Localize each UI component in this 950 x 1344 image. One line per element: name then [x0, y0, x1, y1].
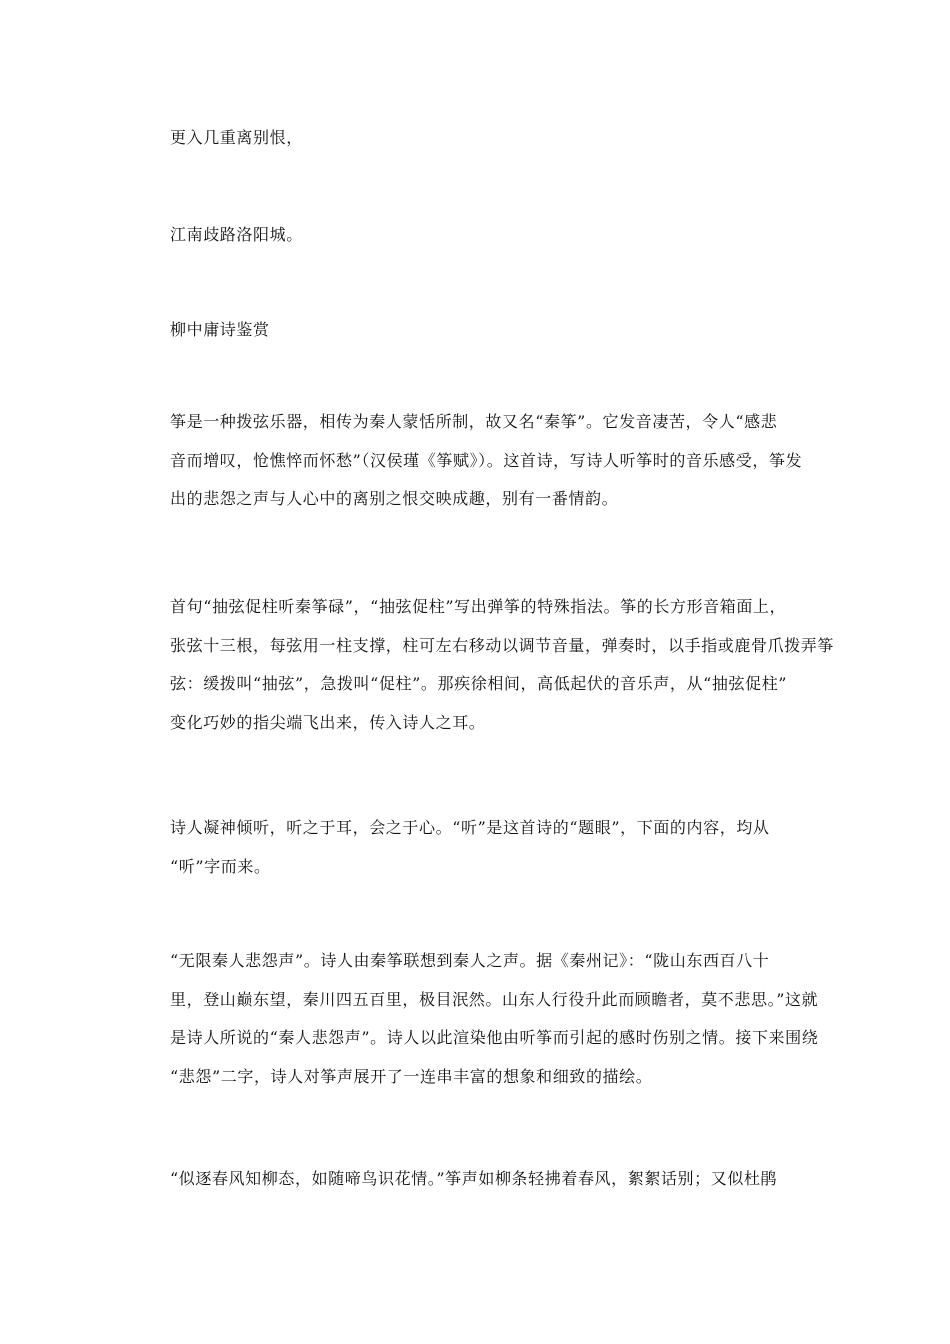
text-line: “似逐春风知柳态，如随啼鸟识花情。”筝声如柳条轻拂着春风，絮絮话别；又似杜鹃: [170, 1169, 778, 1188]
body-paragraph-1: [136, 403, 812, 519]
poem-line-2: [136, 216, 812, 255]
section-heading: [136, 311, 812, 350]
text-line: 弦：缓拨叫“抽弦”，急拨叫“促柱”。那疾徐相间，高低起伏的音乐声，从“抽弦促柱”: [170, 674, 788, 693]
body-paragraph-5: [136, 1160, 812, 1199]
body-paragraph-3: [136, 809, 812, 886]
text-line: 筝是一种拨弦乐器，相传为秦人蒙恬所制，故又名“秦筝”。它发音凄苦，令人“感悲: [170, 412, 778, 431]
text-line: 张弦十三根，每弦用一柱支撑，柱可左右移动以调节音量，弹奏时，以手指或鹿骨爪拨弄筝: [170, 635, 835, 655]
text-line: “悲怨”二字，诗人对筝声展开了一连串丰富的想象和细致的描绘。: [170, 1066, 653, 1086]
text-line: 变化巧妙的指尖端飞出来，传入诗人之耳。: [170, 712, 486, 732]
text-line: “无限秦人悲怨声”。诗人由秦筝联想到秦人之声。据《秦州记》：“陇山东西百八十: [170, 951, 770, 970]
text-line: “听”字而来。: [170, 856, 271, 876]
body-paragraph-4: [136, 942, 819, 1096]
text-line: 音而增叹，怆憔悴而怀愁”（汉侯瑾《筝赋》）。这首诗，写诗人听筝时的音乐感受，筝发: [170, 450, 803, 470]
body-paragraph-2: [136, 588, 835, 742]
poem-line-1: [136, 119, 812, 158]
text-line: 诗人凝神倾听，听之于耳，会之于心。“听”是这首诗的“题眼”，下面的内容，均从: [170, 818, 770, 837]
text-line: 柳中庸诗鉴赏: [170, 320, 270, 339]
text-line: 是诗人所说的“秦人悲怨声”。诗人以此渲染他由听筝而引起的感时伤别之情。接下来围绕: [170, 1028, 819, 1047]
text-line: 里，登山巅东望，秦川四五百里，极目泯然。山东人行役升此而顾瞻者，莫不悲思。”这就: [170, 989, 819, 1009]
text-line: 江南歧路洛阳城。: [170, 225, 303, 244]
text-line: 首句“抽弦促柱听秦筝碌”，“抽弦促柱”写出弹筝的特殊指法。筝的长方形音箱面上，: [170, 597, 787, 616]
text-line: 出的悲怨之声与人心中的离别之恨交映成趣，别有一番情韵。: [170, 489, 619, 508]
text-line: 更入几重离别恨，: [170, 128, 303, 147]
